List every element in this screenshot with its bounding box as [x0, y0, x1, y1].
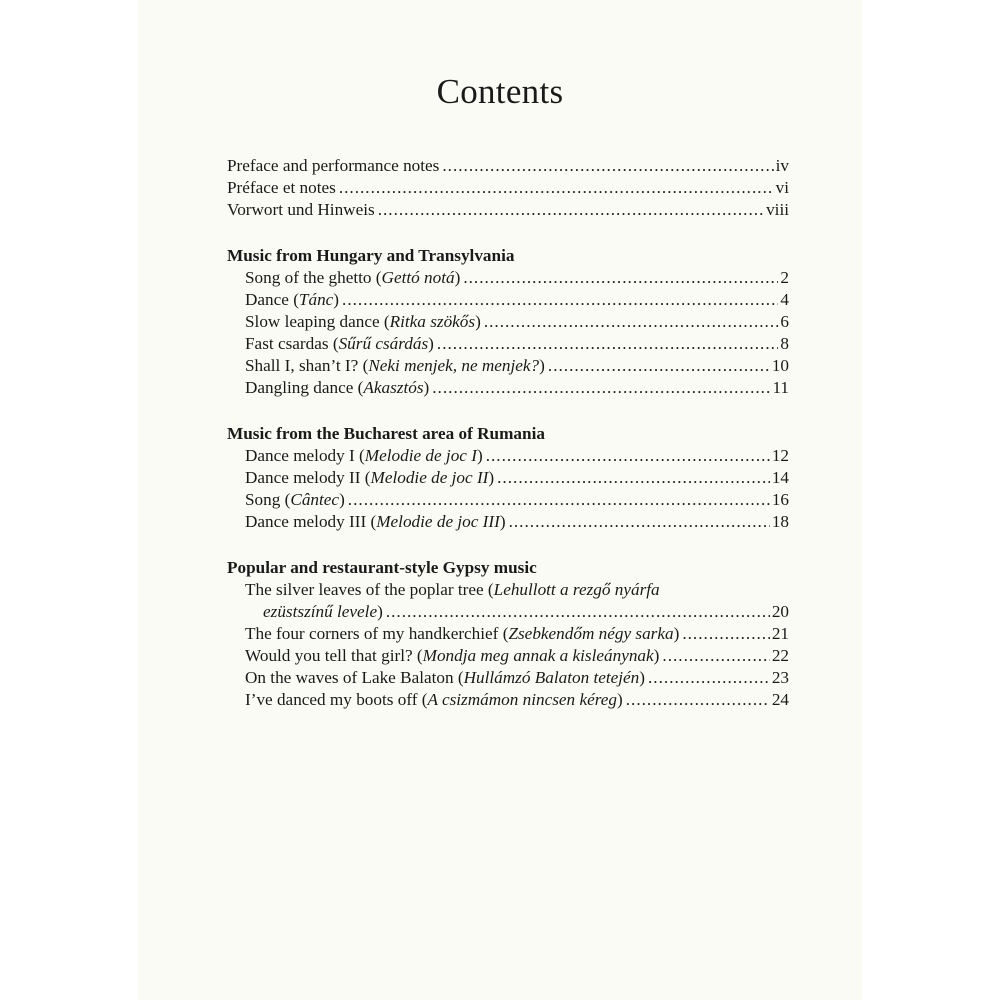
- toc-entry: [227, 445, 789, 467]
- leader-dots: [497, 467, 770, 489]
- leader-dots: [348, 489, 770, 511]
- section-heading: Music from Hungary and Transylvania: [227, 246, 515, 265]
- toc-entry-title: Shall I, shan’t I? (Neki menjek, ne menjek?): [245, 356, 545, 375]
- toc-entry-title: Would you tell that girl? (Mondja meg annak a kisleánynak): [245, 646, 660, 665]
- toc-entry-title: The silver leaves of the poplar tree (Lehullott a rezgő nyárfa: [245, 580, 660, 599]
- toc-page-number: 11: [772, 378, 789, 397]
- toc-entry: [227, 267, 789, 289]
- toc-entry: [227, 645, 789, 667]
- toc-entry: [227, 155, 789, 177]
- leader-dots: [662, 645, 769, 667]
- leader-dots: [548, 355, 770, 377]
- toc-entry-title: Dangling dance (Akasztós): [245, 378, 430, 397]
- toc-page-number: 16: [771, 490, 789, 509]
- page-title: Contents: [436, 72, 564, 111]
- leader-dots: [463, 267, 778, 289]
- leader-dots: [378, 199, 764, 221]
- toc-entry-title: Dance melody I (Melodie de joc I): [245, 446, 483, 465]
- leader-dots: [682, 623, 769, 645]
- toc-entry: [227, 333, 789, 355]
- toc-entry: [227, 601, 789, 623]
- toc-page-number: 24: [771, 690, 789, 709]
- leader-dots: [342, 289, 778, 311]
- toc-entry-title: Préface et notes: [227, 178, 336, 197]
- toc-page-number: 12: [771, 446, 789, 465]
- leader-dots: [486, 445, 770, 467]
- leader-dots: [648, 667, 770, 689]
- toc-entry: [227, 289, 789, 311]
- toc-entry-title: Vorwort und Hinweis: [227, 200, 375, 219]
- toc-entry: [227, 489, 789, 511]
- toc-entry: [227, 311, 789, 333]
- toc-page-number: 22: [771, 646, 789, 665]
- table-of-contents: [227, 155, 789, 711]
- toc-page-number: iv: [775, 156, 789, 175]
- toc-entry: [227, 199, 789, 221]
- toc-entry-title: I’ve danced my boots off (A csizmámon nincsen kéreg): [245, 690, 623, 709]
- toc-entry-title: Dance (Tánc): [245, 290, 340, 309]
- toc-entry-title: The four corners of my handkerchief (Zsebkendőm négy sarka): [245, 624, 680, 643]
- toc-page-number: viii: [766, 200, 789, 219]
- toc-entry-title: Slow leaping dance (Ritka szökős): [245, 312, 481, 331]
- toc-page-number: 23: [771, 668, 789, 687]
- toc-page-number: 6: [780, 312, 789, 331]
- toc-entry: [227, 177, 789, 199]
- toc-entry: [227, 667, 789, 689]
- toc-page-number: 2: [780, 268, 789, 287]
- toc-entry-title: Preface and performance notes: [227, 156, 440, 175]
- toc-page-number: 4: [780, 290, 789, 309]
- toc-page-number: 10: [771, 356, 789, 375]
- leader-dots: [626, 689, 770, 711]
- toc-entry-title: Fast csardas (Sűrű csárdás): [245, 334, 434, 353]
- toc-entry: [227, 377, 789, 399]
- leader-dots: [386, 601, 770, 623]
- toc-page-number: 8: [780, 334, 789, 353]
- toc-entry-title: Song of the ghetto (Gettó notá): [245, 268, 461, 287]
- section-heading: Popular and restaurant-style Gypsy music: [227, 558, 537, 577]
- leader-dots: [432, 377, 770, 399]
- toc-entry-title: Dance melody III (Melodie de joc III): [245, 512, 506, 531]
- toc-page-number: 20: [771, 602, 789, 621]
- toc-page-number: 18: [771, 512, 789, 531]
- toc-entry: [227, 355, 789, 377]
- section-heading: Music from the Bucharest area of Rumania: [227, 424, 545, 443]
- leader-dots: [509, 511, 770, 533]
- toc-page-number: 21: [771, 624, 789, 643]
- leader-dots: [484, 311, 779, 333]
- toc-entry-title-continued: ezüstszínű levele): [263, 602, 383, 621]
- toc-entry: [227, 467, 789, 489]
- leader-dots: [339, 177, 774, 199]
- toc-entry: [227, 623, 789, 645]
- toc-entry-title: Song (Cântec): [245, 490, 345, 509]
- toc-entry: [227, 511, 789, 533]
- toc-entry-title: On the waves of Lake Balaton (Hullámzó Balaton tetején): [245, 668, 645, 687]
- toc-page-number: vi: [775, 178, 789, 197]
- toc-entry-title: Dance melody II (Melodie de joc II): [245, 468, 495, 487]
- toc-entry: [227, 689, 789, 711]
- toc-page-number: 14: [771, 468, 789, 487]
- leader-dots: [437, 333, 779, 355]
- leader-dots: [442, 155, 773, 177]
